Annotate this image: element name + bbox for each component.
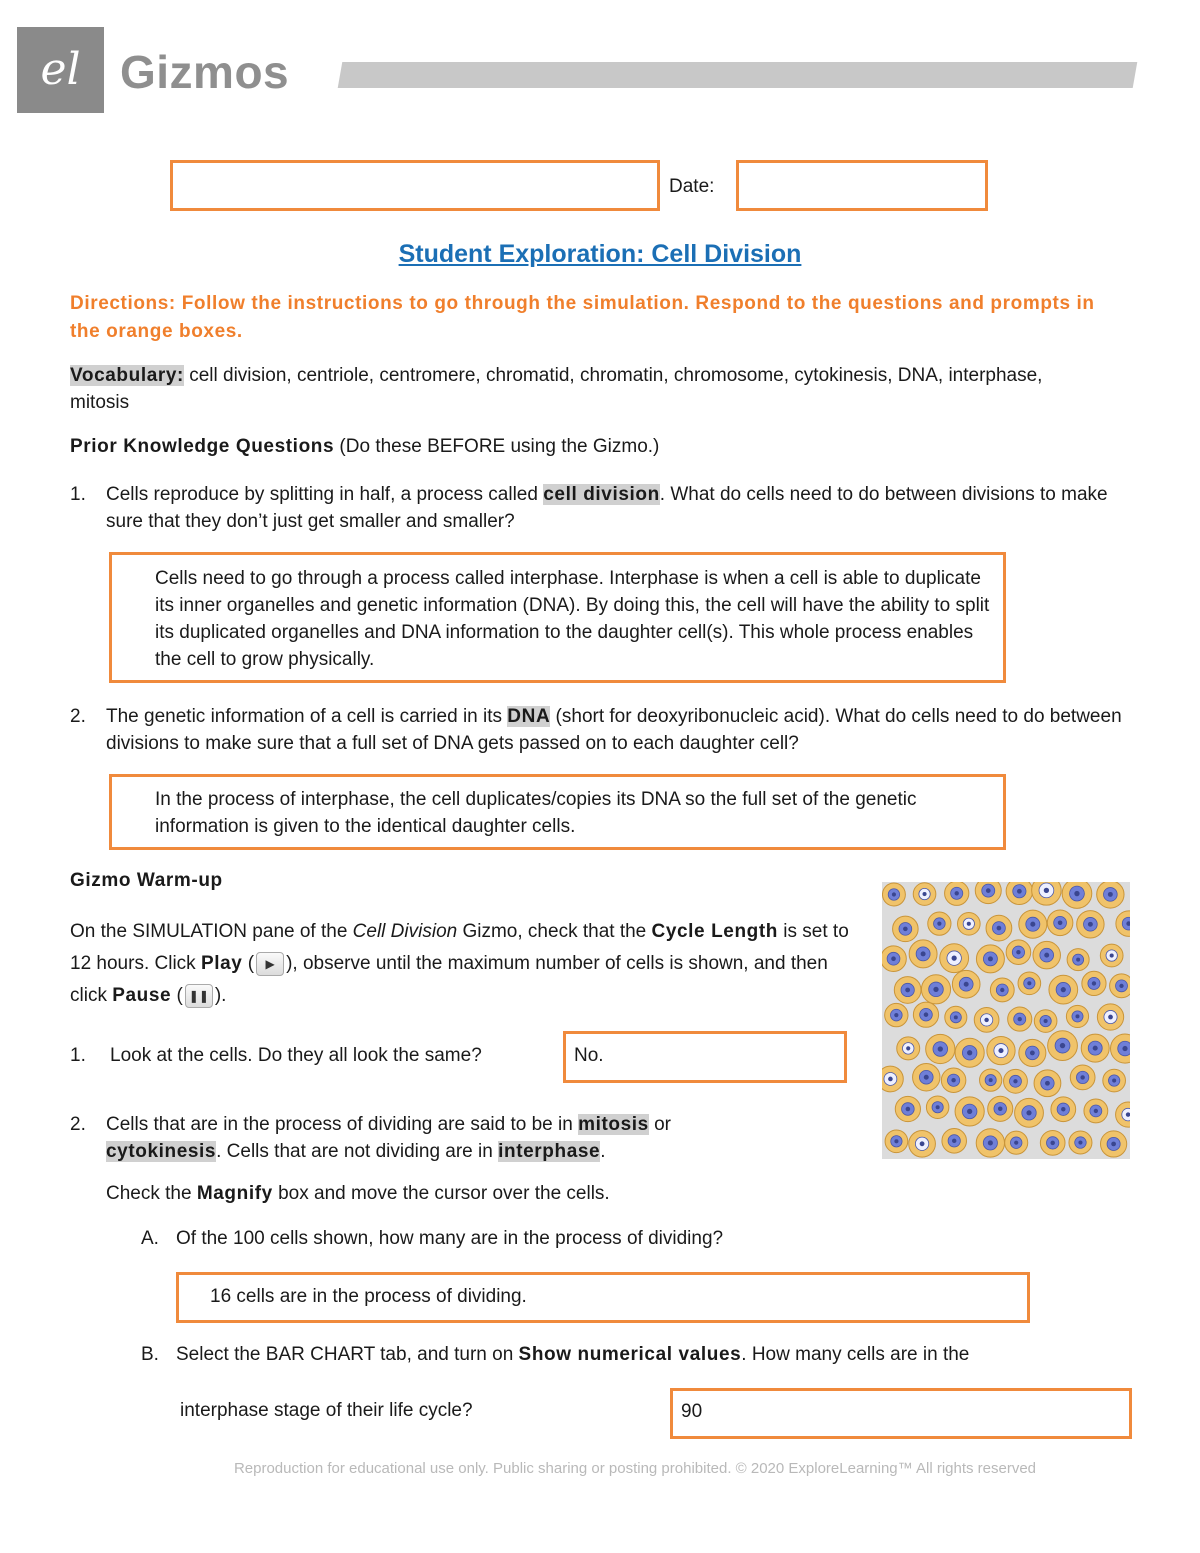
cell [940,944,969,973]
cell [1116,911,1130,937]
cell [913,883,936,906]
cell [990,978,1014,1002]
cell [1100,1131,1126,1157]
cell [942,1129,967,1154]
question-number: 2. [70,1114,86,1135]
footer-copyright: Reproduction for educational use only. Public sharing or posting prohibited. © 2020 ExploreLearning™ All rights reserved [233,1460,1037,1477]
cell [1103,1069,1126,1092]
q-part: Select the BAR CHART tab, and turn on [176,1344,519,1365]
answer-text-1: Cells need to go through a process called interphase. Interphase is when a cell is able to duplicate its inner organelles and genetic information (DNA). By doing this, the cell will have the ability to split its duplicated organelles and DNA information to the daughter cell(s). This whole process enables the cell to grow physically. [155,568,990,670]
gizmo-name: Cell Division [352,921,458,942]
question-text-post: . What do cells need to do between divisions to make sure that they don’t just get smaller and smaller? [106,484,1108,532]
question-text [106,1111,790,1165]
instr-part: On the SIMULATION pane of the [70,921,353,942]
cell [988,1096,1013,1121]
cell [1097,882,1124,908]
cell [1081,1034,1109,1062]
cell [957,912,980,935]
cell [976,945,1004,973]
question-number: 2. [70,706,86,727]
instr-part: ( [242,953,255,974]
instr-part: ). [214,985,227,1006]
instr-part: is set to 12 hours. Click [70,921,849,974]
q-part: . How many cells are in the [741,1344,970,1365]
question-text-post: (short for deoxyribonucleic acid). What do cells need to do between divisions to make sure that a full set of DNA gets passed on to each daughter cell? [106,706,1122,754]
instr-part: Gizmo, check that the [457,921,652,942]
page-title: Student Exploration: Cell Division [398,240,802,268]
term-interphase: interphase [498,1141,601,1162]
prior-heading-text: Prior Knowledge Questions [70,436,335,457]
cell [895,1096,920,1121]
q-part: or [648,1114,672,1135]
cell [894,977,921,1004]
prior-knowledge-heading [70,436,659,458]
cell [913,1002,938,1027]
brand-name: Gizmos [120,46,290,98]
cell [1084,1099,1108,1123]
cell [980,1069,1002,1091]
cell [986,915,1012,941]
cell [1082,971,1106,995]
term-show-numerical-values: Show numerical values [518,1344,742,1365]
cell [885,1130,908,1153]
warmup-question-1-number: 1. [70,1045,86,1066]
term-play: Play [200,953,243,974]
cell [1006,882,1032,905]
cell [1033,941,1060,968]
cell [1070,1065,1095,1090]
cell [1018,972,1041,995]
instr-part: Check the [106,1183,197,1204]
warmup-answer-1: No. [574,1045,604,1066]
name-field[interactable] [170,160,660,211]
cell [1100,944,1123,967]
vocabulary-line [70,362,1090,416]
prior-note: (Do these BEFORE using the Gizmo.) [334,436,660,457]
answer-text-2: In the process of interphase, the cell duplicates/copies its DNA so the full set of the genetic information is given to the identical daughter cells. [155,789,917,837]
cell [976,1129,1004,1157]
term-pause: Pause [112,985,172,1006]
term-dna: DNA [507,706,551,727]
cell [897,1037,920,1060]
cell [941,1068,966,1093]
answer-b: 90 [681,1401,703,1422]
q-part: . Cells that are not dividing are in [216,1141,499,1162]
play-icon: ▶ [256,952,284,976]
cell [1051,1097,1076,1122]
q-part: Cells that are in the process of dividing are said to be in [106,1114,579,1135]
cell [921,975,950,1004]
cell [926,1034,955,1063]
question-text [106,703,1130,757]
cell [945,1006,967,1028]
cell [882,946,906,972]
subquestion-b-text [176,1344,969,1366]
question-number: 1. [70,484,86,505]
cell [1040,1131,1065,1156]
cell [955,1038,984,1067]
cell [945,882,969,905]
logo-glyph: el [40,44,81,95]
cell [974,1008,999,1033]
cell [928,912,951,935]
warmup-answer-box-1[interactable] [563,1031,847,1083]
cell [882,1066,903,1092]
q-part: . [600,1141,606,1162]
cell [987,1036,1015,1064]
magnify-instruction [106,1183,610,1205]
header-bar [338,62,1138,88]
warmup-question-1-text: Look at the cells. Do they all look the same? [110,1045,482,1066]
cell [1110,974,1130,998]
cell [1048,1031,1078,1061]
cell [1015,1098,1044,1127]
cell [1005,1131,1028,1154]
cell [1116,1102,1130,1127]
vocabulary-label: Vocabulary: [70,365,184,386]
cell [909,1130,936,1157]
gizmos-logo [17,27,104,113]
directions-text: Directions: Follow the instructions to go through the simulation. Respond to the questions and prompts in the orange boxes. [70,293,1095,342]
cell [1034,1070,1061,1097]
cell [1019,1039,1046,1066]
cell [1049,975,1078,1004]
cell [955,1097,984,1126]
subquestion-a-text: Of the 100 cells shown, how many are in the process of dividing? [176,1228,724,1249]
cell [1069,1131,1092,1154]
cell [1067,949,1089,971]
cell [975,882,1001,904]
question-text-pre: Cells reproduce by splitting in half, a process called [106,484,544,505]
cell [1008,1007,1032,1031]
cell [1006,940,1031,965]
term-magnify: Magnify [196,1183,273,1204]
answer-box-b[interactable] [670,1388,1132,1439]
date-label: Date: [669,176,715,197]
instr-part: ), observe until the maximum number of cells is shown, and then click [70,953,828,1006]
cell [1004,1069,1028,1093]
subquestion-b-text-line2: interphase stage of their life cycle? [180,1400,473,1421]
instr-part: box and move the cursor over the cells. [272,1183,610,1204]
cell [1034,1010,1057,1033]
cell [1047,910,1073,936]
cell [926,1096,948,1118]
question-text [106,481,1120,535]
cell [893,916,919,942]
instr-part: ( [171,985,183,1006]
cell [1110,1034,1130,1063]
term-cytokinesis: cytokinesis [106,1141,217,1162]
vocabulary-terms: cell division, centriole, centromere, chromatid, chromatin, chromosome, cytokinesis, DNA, interphase, mitosis [70,365,1043,413]
subquestion-b-letter: B. [141,1344,159,1365]
simulation-instructions [70,916,870,1012]
cell [1097,1004,1123,1030]
cell-simulation-image [882,882,1130,1159]
cell [1066,1005,1088,1027]
cell [1019,910,1047,938]
term-cycle-length: Cycle Length [651,921,779,942]
cell [913,1064,940,1091]
cell [882,883,905,906]
term-cell-division: cell division [543,484,660,505]
cell [1032,882,1062,905]
warmup-heading: Gizmo Warm-up [70,870,223,891]
date-field[interactable] [736,160,988,211]
cell [885,1003,908,1026]
cell [1062,882,1092,908]
cell [909,940,937,968]
term-mitosis: mitosis [578,1114,649,1135]
answer-a: 16 cells are in the process of dividing. [210,1286,527,1307]
cell [952,970,980,998]
cell [1077,911,1104,938]
subquestion-a-letter: A. [141,1228,159,1249]
question-text-pre: The genetic information of a cell is carried in its [106,706,508,727]
pause-icon: ❚❚ [185,984,213,1008]
